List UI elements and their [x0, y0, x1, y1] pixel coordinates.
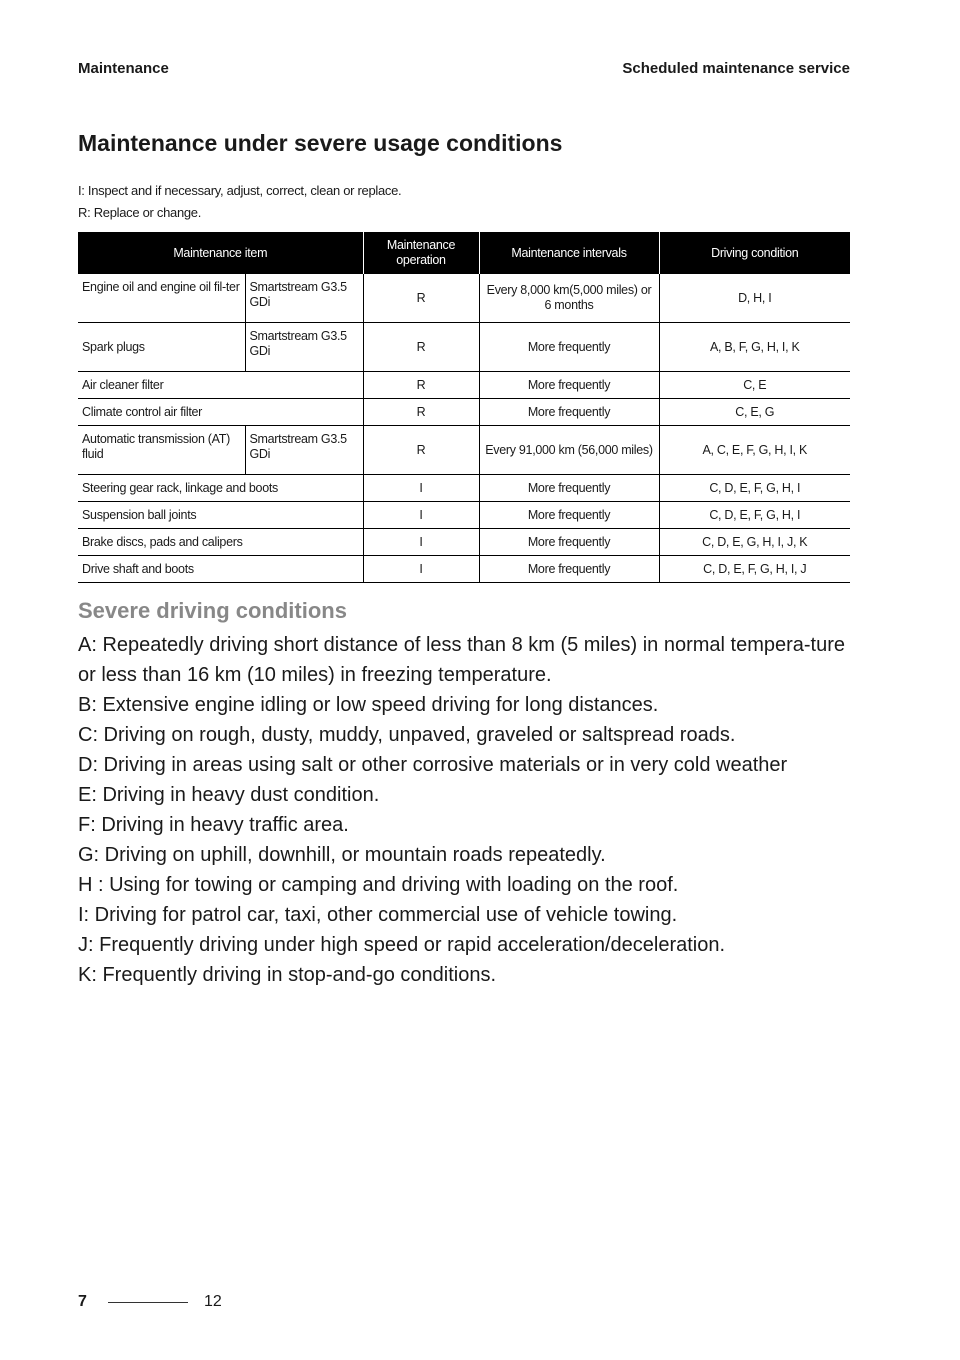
cell-operation: I [363, 529, 479, 556]
list-item: K: Frequently driving in stop-and-go conditions. [78, 964, 497, 986]
cell-item: Steering gear rack, linkage and boots [78, 475, 363, 502]
table-row [78, 372, 850, 399]
cell-condition: A, C, E, F, G, H, I, K [659, 426, 850, 475]
cell-operation: R [363, 399, 479, 426]
cell-interval: More frequently [479, 556, 659, 583]
footer-divider [108, 1302, 188, 1303]
cell-item: Air cleaner filter [78, 372, 363, 399]
cell-interval: Every 8,000 km(5,000 miles) or 6 months [479, 274, 659, 323]
legend-replace: R: Replace or change. [78, 205, 202, 220]
col-header-operation: Maintenance operation [363, 232, 479, 274]
cell-engine: Smartstream G3.5 GDi [245, 426, 363, 475]
list-item: G: Driving on uphill, downhill, or mountain roads repeatedly. [78, 844, 606, 866]
cell-operation: R [363, 372, 479, 399]
page-header [78, 60, 850, 77]
cell-condition: C, D, E, F, G, H, I [659, 475, 850, 502]
col-header-intervals: Maintenance intervals [479, 232, 659, 274]
header-chapter-title: Scheduled maintenance service [622, 60, 850, 77]
severe-conditions-list [78, 630, 858, 990]
table-header-row [78, 232, 850, 274]
col-header-item: Maintenance item [78, 232, 363, 274]
list-item: A: Repeatedly driving short distance of less than 8 km (5 miles) in normal tempera-ture or less than 16 km (10 miles) in freezing temperature. [78, 634, 846, 686]
cell-interval: More frequently [479, 529, 659, 556]
operation-legend [78, 180, 401, 224]
chapter-number: 7 [78, 1293, 87, 1310]
cell-operation: I [363, 502, 479, 529]
page-number: 12 [204, 1293, 222, 1310]
cell-interval: More frequently [479, 323, 659, 372]
cell-item: Brake discs, pads and calipers [78, 529, 363, 556]
list-item: D: Driving in areas using salt or other corrosive materials or in very cold weather [78, 754, 788, 776]
col-header-condition: Driving condition [659, 232, 850, 274]
cell-item: Spark plugs [78, 323, 245, 372]
table-row [78, 323, 850, 372]
cell-interval: Every 91,000 km (56,000 miles) [479, 426, 659, 475]
table-row [78, 502, 850, 529]
cell-item: Automatic transmission (AT) fluid [78, 426, 245, 475]
list-item: F: Driving in heavy traffic area. [78, 814, 349, 836]
cell-operation: R [363, 274, 479, 323]
list-item: B: Extensive engine idling or low speed driving for long distances. [78, 694, 659, 716]
cell-interval: More frequently [479, 475, 659, 502]
maintenance-table [78, 232, 850, 583]
list-item: I: Driving for patrol car, taxi, other commercial use of vehicle towing. [78, 904, 678, 926]
cell-condition: C, E, G [659, 399, 850, 426]
list-item: J: Frequently driving under high speed or rapid acceleration/deceleration. [78, 934, 726, 956]
table-row [78, 399, 850, 426]
cell-item: Engine oil and engine oil fil-ter [78, 274, 245, 323]
cell-condition: C, D, E, G, H, I, J, K [659, 529, 850, 556]
cell-operation: R [363, 426, 479, 475]
cell-condition: D, H, I [659, 274, 850, 323]
cell-operation: I [363, 475, 479, 502]
cell-interval: More frequently [479, 372, 659, 399]
header-section: Maintenance [78, 60, 169, 77]
table-row [78, 529, 850, 556]
cell-engine: Smartstream G3.5 GDi [245, 323, 363, 372]
cell-engine: Smartstream G3.5 GDi [245, 274, 363, 323]
cell-interval: More frequently [479, 399, 659, 426]
cell-condition: C, D, E, F, G, H, I, J [659, 556, 850, 583]
cell-condition: C, E [659, 372, 850, 399]
table-row [78, 426, 850, 475]
cell-condition: C, D, E, F, G, H, I [659, 502, 850, 529]
list-item: H : Using for towing or camping and driving with loading on the roof. [78, 874, 679, 896]
cell-operation: R [363, 323, 479, 372]
list-item: E: Driving in heavy dust condition. [78, 784, 380, 806]
table-row [78, 274, 850, 323]
cell-condition: A, B, F, G, H, I, K [659, 323, 850, 372]
severe-conditions-title: Severe driving conditions [78, 598, 347, 623]
cell-operation: I [363, 556, 479, 583]
table-row [78, 475, 850, 502]
cell-interval: More frequently [479, 502, 659, 529]
list-item: C: Driving on rough, dusty, muddy, unpaved, graveled or saltspread roads. [78, 724, 736, 746]
cell-item: Drive shaft and boots [78, 556, 363, 583]
table-row [78, 556, 850, 583]
cell-item: Suspension ball joints [78, 502, 363, 529]
page-footer [78, 1293, 222, 1311]
cell-item: Climate control air filter [78, 399, 363, 426]
legend-inspect: I: Inspect and if necessary, adjust, correct, clean or replace. [78, 183, 402, 198]
page-title: Maintenance under severe usage conditions [78, 130, 563, 156]
